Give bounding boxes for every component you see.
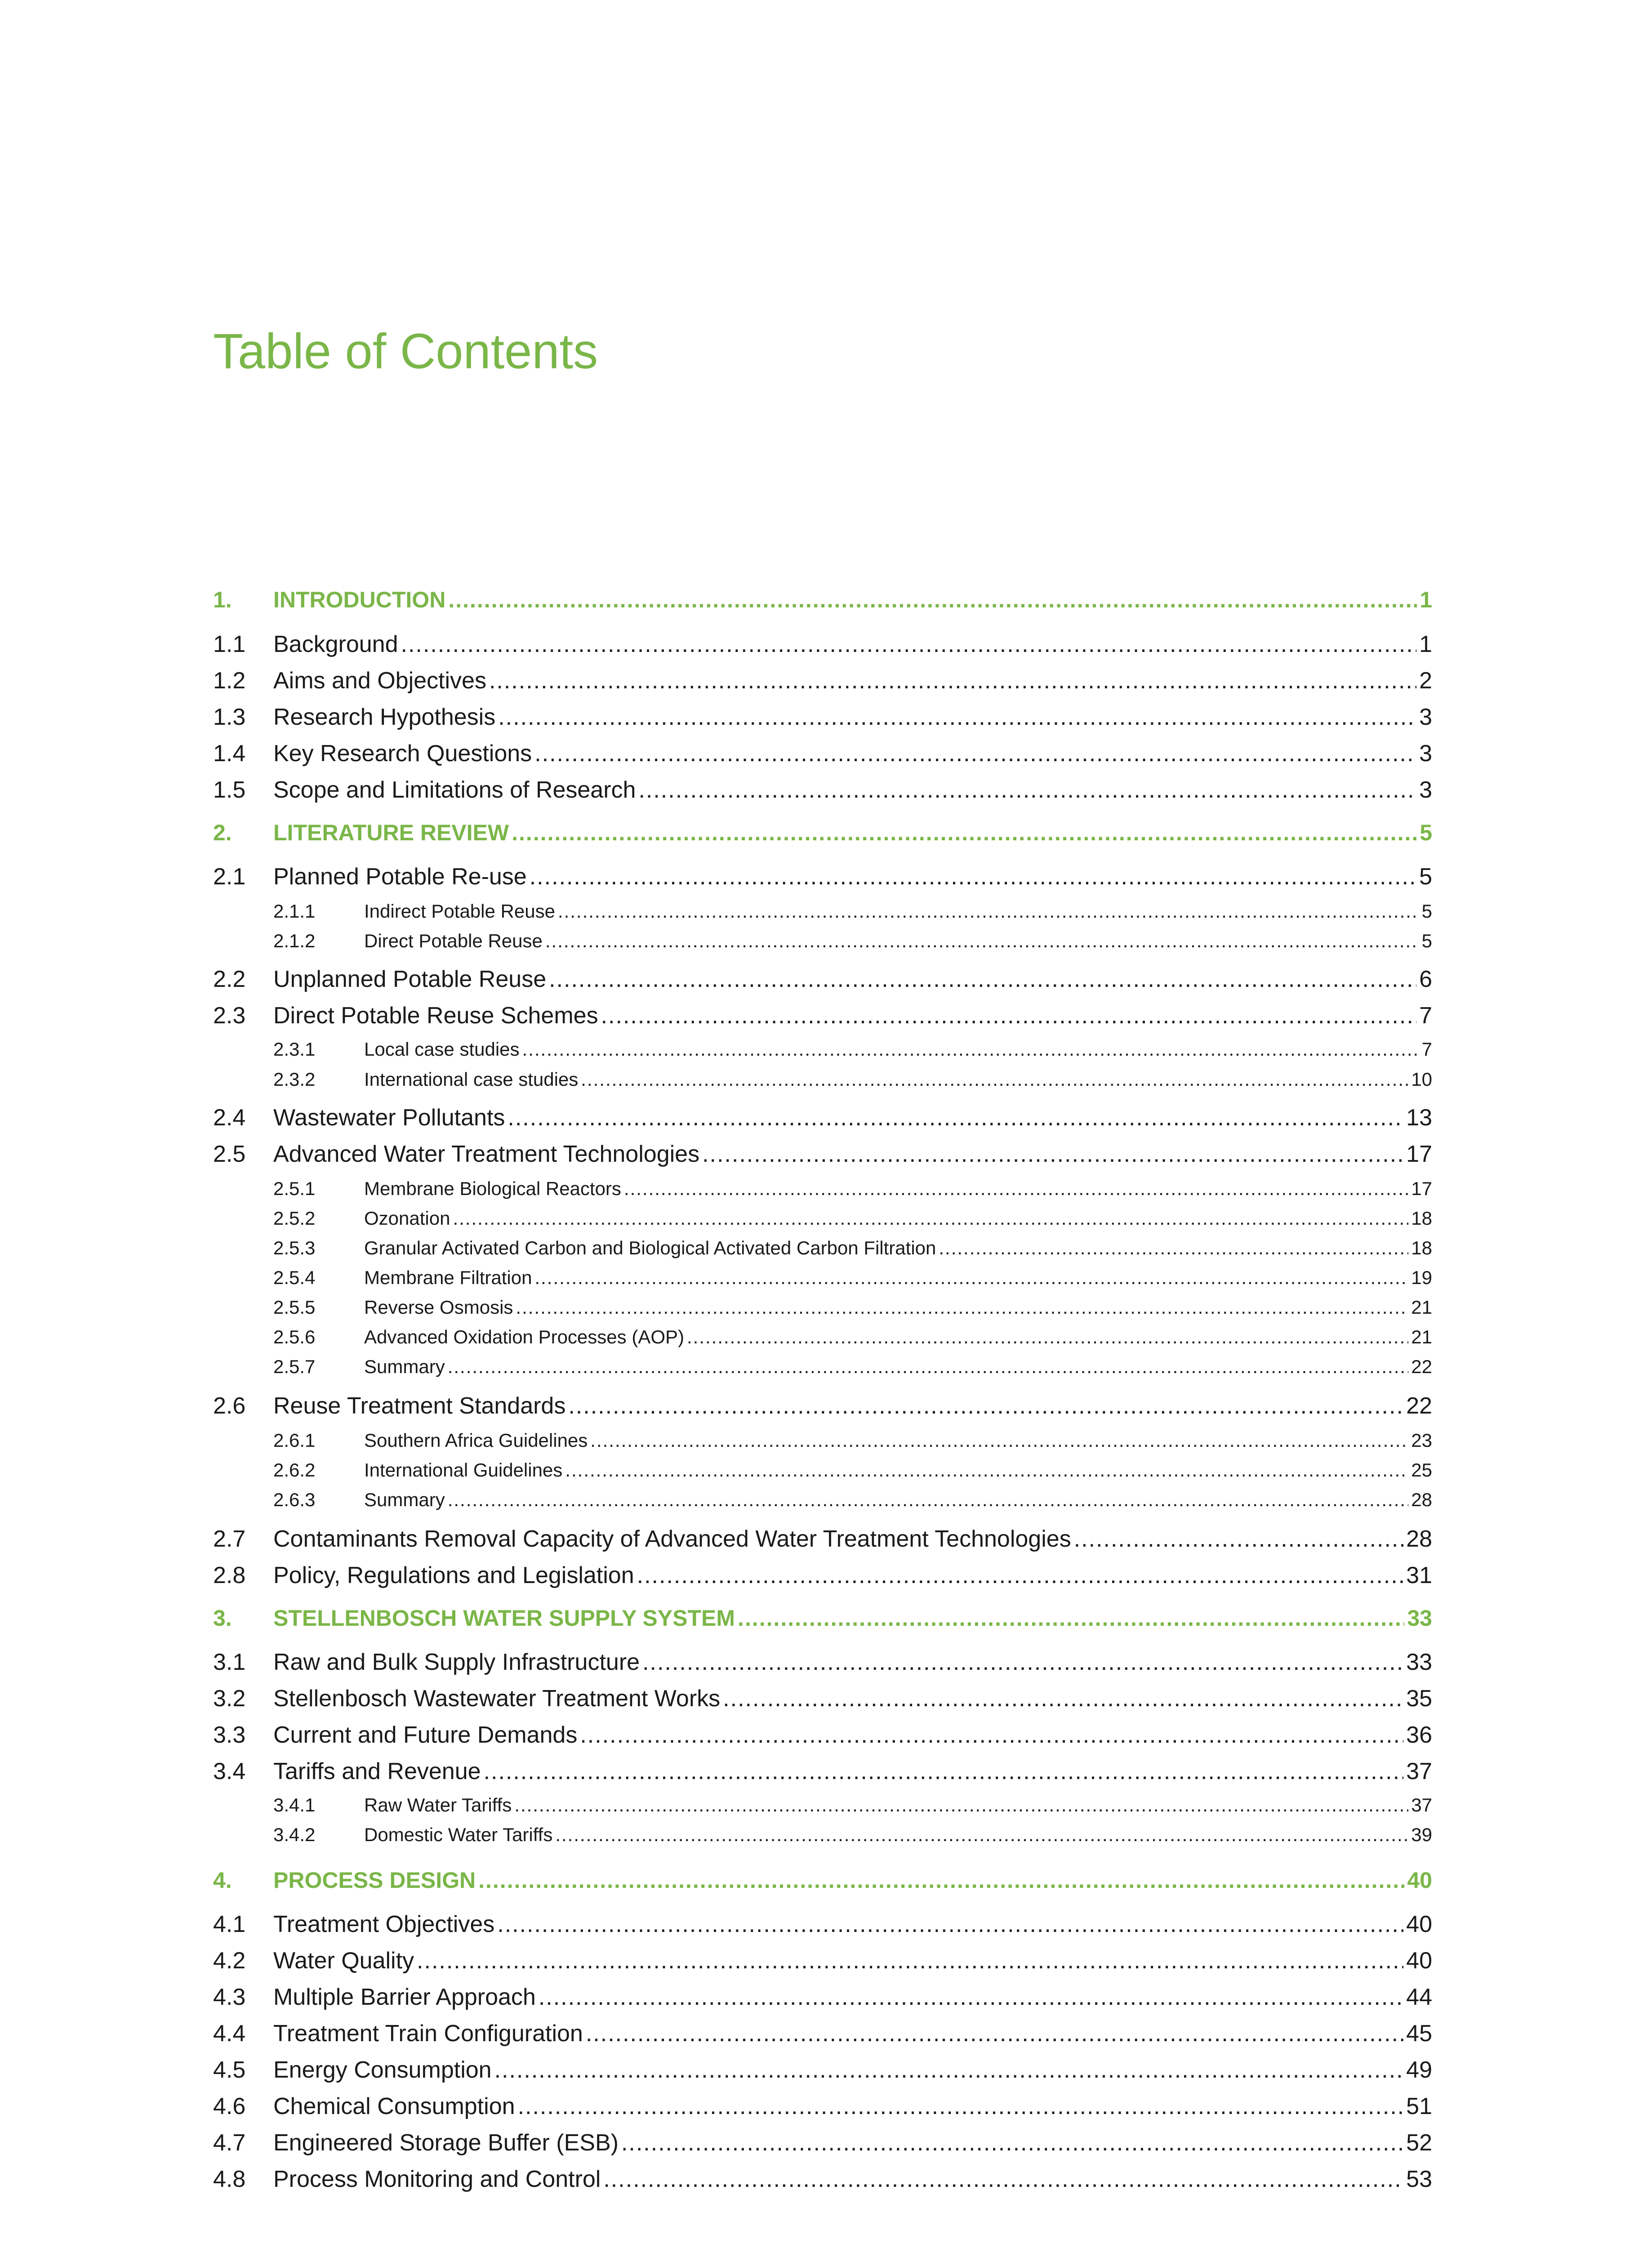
toc-entry-number: 2.6.1 [273, 1430, 316, 1451]
toc-entry-title: Indirect Potable Reuse [364, 901, 555, 922]
toc-entry-page-number: 5 [1420, 820, 1432, 845]
toc-entry-chapter[interactable] [213, 587, 1432, 613]
toc-entry-title: Direct Potable Reuse [364, 930, 543, 951]
dot-leader [642, 1649, 1403, 1676]
toc-entry-number: 3.2 [213, 1686, 246, 1712]
toc-entry-number: 3.4.1 [273, 1794, 316, 1815]
toc-entry-number: 3.4.2 [273, 1824, 316, 1845]
toc-entry-page-number: 7 [1419, 1003, 1432, 1029]
toc-entry-number: 2.1.1 [273, 901, 316, 922]
toc-entry-page-number: 33 [1406, 1649, 1432, 1675]
toc-entry-subsection[interactable] [213, 1069, 1432, 1090]
toc-entry-title: STELLENBOSCH WATER SUPPLY SYSTEM [273, 1606, 735, 1631]
toc-entry-section[interactable] [213, 1562, 1432, 1589]
dot-leader [530, 863, 1416, 890]
toc-entry-page-number: 21 [1411, 1297, 1432, 1318]
dot-leader [448, 1489, 1409, 1511]
dot-leader [448, 587, 1417, 613]
toc-entry-page-number: 6 [1419, 966, 1432, 992]
toc-entry-section[interactable] [213, 1722, 1432, 1748]
toc-entry-number: 2.8 [213, 1562, 246, 1588]
toc-entry-title: Local case studies [364, 1039, 520, 1060]
toc-entry-subsection[interactable] [213, 1794, 1432, 1816]
toc-entry-title: Treatment Objectives [273, 1911, 495, 1937]
toc-entry-number: 2.6.3 [273, 1489, 316, 1510]
toc-entry-section[interactable] [213, 740, 1432, 767]
dot-leader [581, 1069, 1408, 1090]
toc-entry-page-number: 35 [1406, 1686, 1432, 1712]
toc-entry-title: Membrane Biological Reactors [364, 1178, 621, 1199]
toc-entry-page-number: 3 [1419, 704, 1432, 730]
toc-entry-title: International Guidelines [364, 1459, 563, 1481]
toc-entry-subsection[interactable] [213, 1824, 1432, 1846]
dot-leader [514, 1794, 1408, 1816]
toc-entry-title: Reuse Treatment Standards [273, 1393, 566, 1419]
toc-entry-title: Tariffs and Revenue [273, 1758, 481, 1784]
dot-leader [489, 667, 1416, 694]
dot-leader [534, 740, 1416, 767]
toc-entry-title: PROCESS DESIGN [273, 1868, 476, 1893]
toc-entry-number: 2.3 [213, 1003, 246, 1029]
toc-entry-subsection[interactable] [213, 1489, 1432, 1511]
toc-entry-title: Policy, Regulations and Legislation [273, 1562, 634, 1588]
toc-entry-number: 1.2 [213, 668, 246, 694]
toc-entry-section[interactable] [213, 1141, 1432, 1168]
dot-leader [498, 704, 1416, 731]
toc-entry-page-number: 36 [1406, 1722, 1432, 1748]
toc-entry-number: 3. [213, 1606, 232, 1631]
toc-entry-title: Advanced Water Treatment Technologies [273, 1141, 700, 1167]
toc-entry-page-number: 5 [1419, 864, 1432, 890]
toc-entry-number: 2. [213, 820, 232, 845]
toc-entry-number: 1.1 [213, 631, 246, 657]
toc-entry-title: Wastewater Pollutants [273, 1105, 505, 1131]
toc-entry-page-number: 10 [1411, 1069, 1432, 1090]
toc-entry-title: Raw and Bulk Supply Infrastructure [273, 1649, 640, 1675]
toc-entry-number: 2.5 [213, 1141, 246, 1167]
toc-entry-subsection[interactable] [213, 1178, 1432, 1200]
toc-entry-page-number: 2 [1419, 668, 1432, 694]
toc-entry-title: Southern Africa Guidelines [364, 1430, 588, 1451]
toc-entry-page-number: 28 [1411, 1489, 1432, 1510]
toc-entry-section[interactable] [213, 2020, 1432, 2047]
toc-entry-title: Key Research Questions [273, 740, 532, 767]
toc-entry-subsection[interactable] [213, 1297, 1432, 1318]
toc-entry-page-number: 33 [1407, 1606, 1432, 1631]
toc-entry-title: Summary [364, 1356, 445, 1377]
toc-entry-section[interactable] [213, 2129, 1432, 2156]
toc-entry-title: Energy Consumption [273, 2057, 492, 2083]
toc-entry-page-number: 37 [1406, 1758, 1432, 1784]
toc-entry-title: Advanced Oxidation Processes (AOP) [364, 1326, 684, 1347]
toc-entry-page-number: 7 [1421, 1039, 1432, 1060]
toc-entry-number: 2.7 [213, 1526, 246, 1552]
toc-entry-number: 2.6.2 [273, 1459, 316, 1481]
toc-entry-title: Scope and Limitations of Research [273, 777, 636, 803]
toc-entry-number: 3.4 [213, 1758, 246, 1784]
toc-entry-page-number: 21 [1411, 1326, 1432, 1347]
dot-leader [1074, 1525, 1403, 1552]
dot-leader [522, 1039, 1419, 1060]
toc-entry-chapter[interactable] [213, 1605, 1432, 1631]
toc-entry-subsection[interactable] [213, 1356, 1432, 1378]
toc-entry-title: Aims and Objectives [273, 668, 486, 694]
dot-leader [417, 1947, 1403, 1974]
toc-entry-subsection[interactable] [213, 1208, 1432, 1229]
toc-entry-page-number: 45 [1406, 2021, 1432, 2047]
toc-entry-section[interactable] [213, 966, 1432, 993]
toc-entry-page-number: 44 [1406, 1984, 1432, 2010]
dot-leader [624, 1178, 1408, 1200]
toc-entry-page-number: 49 [1406, 2057, 1432, 2083]
dot-leader [603, 2166, 1403, 2193]
toc-entry-title: Planned Potable Re-use [273, 864, 527, 890]
dot-leader [638, 776, 1416, 803]
toc-entry-number: 4.8 [213, 2166, 246, 2192]
toc-entry-number: 2.1 [213, 864, 246, 890]
toc-entry-title: Water Quality [273, 1948, 414, 1974]
toc-entry-title: Contaminants Removal Capacity of Advanced Water Treatment Technologies [273, 1526, 1071, 1552]
toc-entry-title: Background [273, 631, 398, 657]
toc-entry-section[interactable] [213, 1947, 1432, 1974]
toc-entry-number: 2.4 [213, 1105, 246, 1131]
toc-entry-section[interactable] [213, 2093, 1432, 2120]
toc-entry-title: Summary [364, 1489, 445, 1510]
toc-entry-title: Direct Potable Reuse Schemes [273, 1003, 598, 1029]
dot-leader [702, 1141, 1403, 1168]
dot-leader [558, 901, 1419, 922]
toc-entry-title: Research Hypothesis [273, 704, 496, 730]
toc-entry-number: 2.6 [213, 1393, 246, 1419]
toc-entry-number: 1.4 [213, 740, 246, 767]
toc-entry-page-number: 1 [1419, 631, 1432, 657]
dot-leader [738, 1605, 1404, 1631]
toc-entry-page-number: 17 [1411, 1178, 1432, 1199]
toc-entry-title: Membrane Filtration [364, 1267, 532, 1288]
dot-leader [723, 1685, 1403, 1712]
toc-entry-title: INTRODUCTION [273, 587, 446, 612]
toc-entry-number: 2.5.1 [273, 1178, 316, 1199]
toc-entry-section[interactable] [213, 631, 1432, 658]
toc-entry-page-number: 28 [1406, 1526, 1432, 1552]
dot-leader [939, 1237, 1408, 1259]
dot-leader [555, 1824, 1408, 1846]
dot-leader [484, 1758, 1404, 1785]
toc-entry-page-number: 52 [1406, 2130, 1432, 2156]
dot-leader [565, 1459, 1408, 1481]
dot-leader [534, 1267, 1408, 1289]
dot-leader [568, 1392, 1403, 1419]
toc-entry-subsection[interactable] [213, 930, 1432, 952]
dot-leader [687, 1326, 1408, 1348]
toc-entry-number: 2.5.7 [273, 1356, 316, 1377]
toc-entry-section[interactable] [213, 776, 1432, 803]
toc-entry-section[interactable] [213, 1649, 1432, 1676]
toc-entry-page-number: 3 [1419, 740, 1432, 767]
table-of-contents [213, 0, 1432, 2248]
dot-leader [512, 820, 1417, 846]
toc-entry-section[interactable] [213, 704, 1432, 731]
toc-entry-subsection[interactable] [213, 1039, 1432, 1060]
toc-entry-section[interactable] [213, 863, 1432, 890]
toc-entry-page-number: 5 [1421, 901, 1432, 922]
toc-entry-subsection[interactable] [213, 1430, 1432, 1451]
toc-entry-section[interactable] [213, 1911, 1432, 1938]
toc-entry-chapter[interactable] [213, 820, 1432, 846]
toc-entry-number: 2.1.2 [273, 930, 316, 951]
toc-entry-page-number: 40 [1406, 1911, 1432, 1937]
dot-leader [637, 1562, 1404, 1589]
toc-entry-number: 2.5.2 [273, 1208, 316, 1229]
toc-entry-page-number: 53 [1406, 2166, 1432, 2192]
toc-entry-title: Process Monitoring and Control [273, 2166, 601, 2192]
toc-entry-subsection[interactable] [213, 1459, 1432, 1481]
toc-entry-section[interactable] [213, 667, 1432, 694]
toc-entry-title: International case studies [364, 1069, 579, 1090]
toc-entry-title: Current and Future Demands [273, 1722, 578, 1748]
toc-entry-number: 2.5.4 [273, 1267, 316, 1288]
dot-leader [494, 2056, 1404, 2083]
toc-entry-section[interactable] [213, 1984, 1432, 2011]
dot-leader [601, 1002, 1417, 1029]
toc-entry-title: Engineered Storage Buffer (ESB) [273, 2130, 619, 2156]
toc-entry-number: 4.1 [213, 1911, 246, 1937]
dot-leader [478, 1867, 1404, 1893]
toc-entry-title: Raw Water Tariffs [364, 1794, 512, 1815]
toc-entry-title: LITERATURE REVIEW [273, 820, 509, 845]
dot-leader [453, 1208, 1408, 1229]
toc-entry-title: Stellenbosch Wastewater Treatment Works [273, 1686, 721, 1712]
toc-entry-section[interactable] [213, 1392, 1432, 1419]
toc-entry-page-number: 40 [1406, 1948, 1432, 1974]
toc-entry-section[interactable] [213, 1758, 1432, 1785]
toc-entry-section[interactable] [213, 2166, 1432, 2193]
toc-entry-page-number: 19 [1411, 1267, 1432, 1288]
toc-entry-subsection[interactable] [213, 1326, 1432, 1348]
toc-entry-title: Ozonation [364, 1208, 450, 1229]
toc-entry-number: 2.5.5 [273, 1297, 316, 1318]
dot-leader [497, 1911, 1403, 1938]
toc-entry-number: 2.5.6 [273, 1326, 316, 1347]
toc-entry-number: 2.2 [213, 966, 246, 992]
toc-entry-number: 2.5.3 [273, 1237, 316, 1258]
toc-entry-title: Domestic Water Tariffs [364, 1824, 553, 1845]
toc-entry-number: 2.3.1 [273, 1039, 316, 1060]
toc-entry-page-number: 13 [1406, 1105, 1432, 1131]
toc-entry-subsection[interactable] [213, 1237, 1432, 1259]
toc-entry-number: 4.7 [213, 2130, 246, 2156]
toc-entry-number: 4.5 [213, 2057, 246, 2083]
toc-entry-page-number: 17 [1406, 1141, 1432, 1167]
dot-leader [545, 930, 1419, 952]
toc-entry-page-number: 18 [1411, 1237, 1432, 1258]
dot-leader [621, 2129, 1403, 2156]
toc-entry-number: 1. [213, 587, 232, 612]
toc-entry-page-number: 51 [1406, 2093, 1432, 2119]
toc-entry-page-number: 39 [1411, 1824, 1432, 1845]
toc-entry-title: Treatment Train Configuration [273, 2021, 583, 2047]
toc-entry-subsection[interactable] [213, 1267, 1432, 1289]
toc-entry-page-number: 18 [1411, 1208, 1432, 1229]
dot-leader [539, 1984, 1403, 2011]
dot-leader [590, 1430, 1408, 1451]
toc-entry-section[interactable] [213, 2056, 1432, 2083]
toc-entry-subsection[interactable] [213, 901, 1432, 922]
toc-entry-title: Chemical Consumption [273, 2093, 515, 2119]
toc-entry-title: Multiple Barrier Approach [273, 1984, 536, 2010]
dot-leader [508, 1104, 1403, 1131]
toc-entry-title: Granular Activated Carbon and Biological Activated Carbon Filtration [364, 1237, 936, 1258]
toc-entry-page-number: 22 [1406, 1393, 1432, 1419]
toc-entry-section[interactable] [213, 1002, 1432, 1029]
toc-entry-page-number: 3 [1419, 777, 1432, 803]
toc-entry-title: Reverse Osmosis [364, 1297, 513, 1318]
toc-entry-page-number: 1 [1420, 587, 1432, 612]
dot-leader [518, 2093, 1404, 2120]
toc-entry-number: 4.3 [213, 1984, 246, 2010]
toc-entry-section[interactable] [213, 1525, 1432, 1552]
toc-entry-number: 4.4 [213, 2021, 246, 2047]
toc-entry-page-number: 40 [1407, 1868, 1432, 1893]
page-title: Table of Contents [213, 324, 598, 379]
toc-entry-number: 4.2 [213, 1948, 246, 1974]
dot-leader [448, 1356, 1409, 1378]
dot-leader [586, 2020, 1403, 2047]
toc-entry-title: Unplanned Potable Reuse [273, 966, 547, 992]
toc-entry-number: 2.3.2 [273, 1069, 316, 1090]
toc-entry-chapter[interactable] [213, 1867, 1432, 1893]
toc-entry-page-number: 23 [1411, 1430, 1432, 1451]
toc-entry-number: 4. [213, 1868, 232, 1893]
toc-entry-page-number: 37 [1411, 1794, 1432, 1815]
toc-entry-number: 1.3 [213, 704, 246, 730]
dot-leader [549, 966, 1416, 993]
toc-entry-number: 3.1 [213, 1649, 246, 1675]
toc-entry-number: 4.6 [213, 2093, 246, 2119]
toc-entry-page-number: 25 [1411, 1459, 1432, 1481]
dot-leader [401, 631, 1417, 658]
toc-entry-page-number: 22 [1411, 1356, 1432, 1377]
toc-entry-page-number: 5 [1421, 930, 1432, 951]
toc-entry-section[interactable] [213, 1685, 1432, 1712]
dot-leader [516, 1297, 1408, 1318]
dot-leader [580, 1722, 1403, 1748]
toc-entry-number: 3.3 [213, 1722, 246, 1748]
toc-entry-page-number: 31 [1406, 1562, 1432, 1588]
toc-entry-section[interactable] [213, 1104, 1432, 1131]
toc-entry-number: 1.5 [213, 777, 246, 803]
